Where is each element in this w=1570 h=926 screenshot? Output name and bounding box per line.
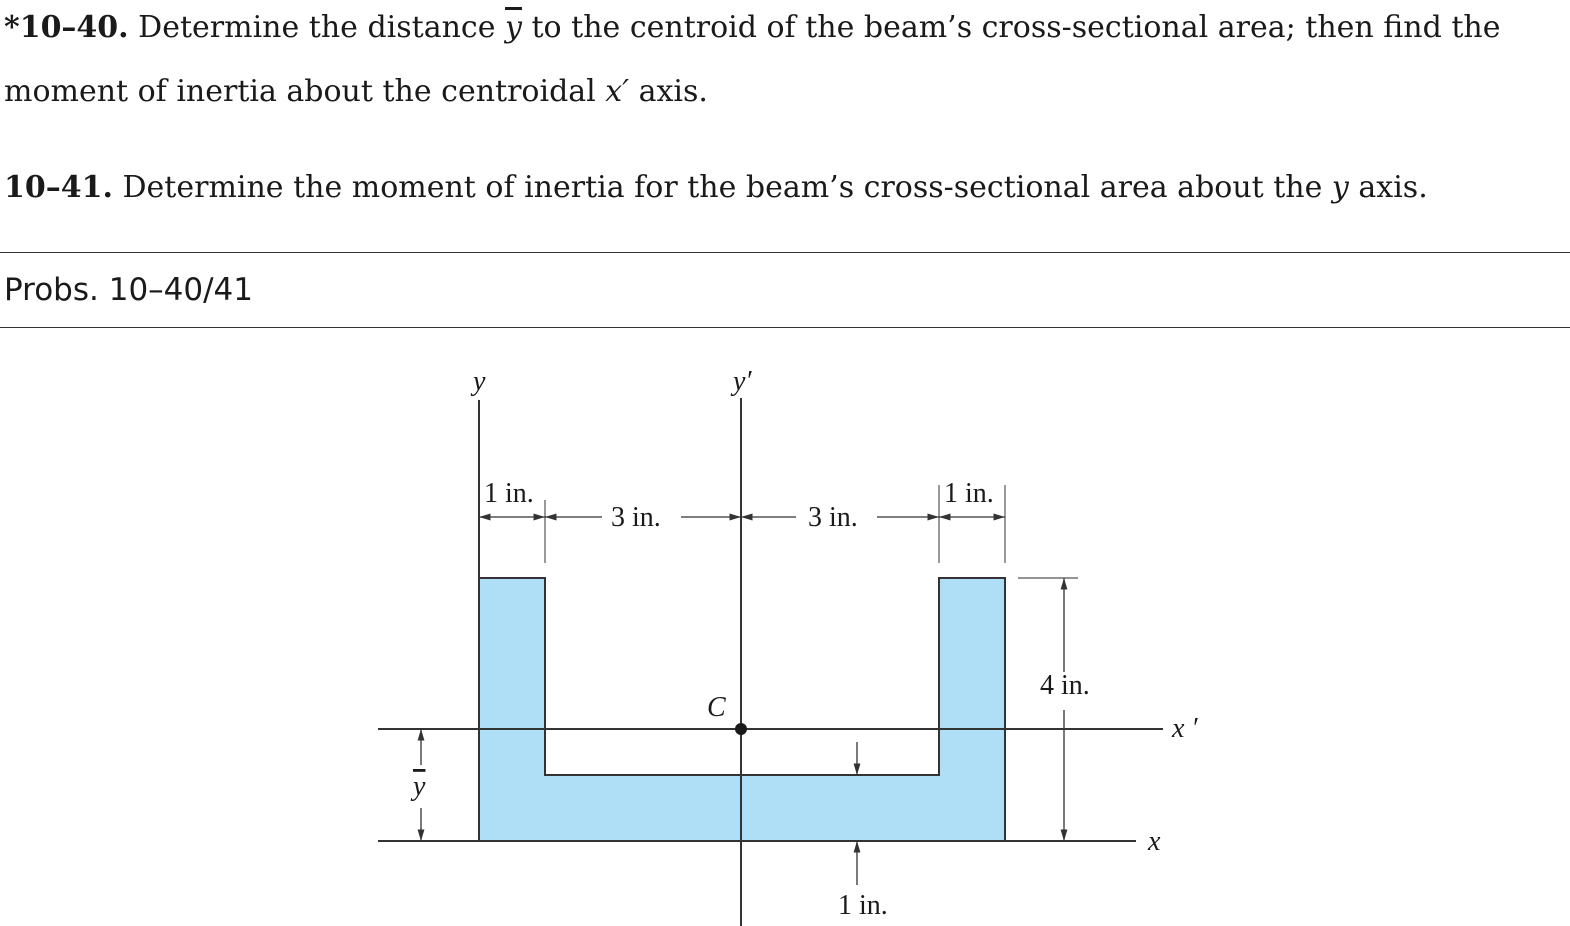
divider-top — [0, 252, 1570, 253]
problem-text: to the centroid of the beam’s cross-sectional area; then find the moment of inertia about the centroidal — [4, 10, 1501, 109]
y-axis-label: y — [473, 366, 486, 397]
centroid-label: C — [707, 692, 726, 723]
dim-label-web: 1 in. — [838, 890, 888, 921]
problem-10-41 — [4, 156, 1428, 220]
dim-label-height: 4 in. — [1040, 670, 1090, 701]
ybar-symbol: $\overline{y}$ — [505, 10, 522, 45]
dim-label-left-gap: 3 in. — [611, 502, 661, 533]
dim-label-left-flange: 1 in. — [484, 478, 534, 509]
problem-text: Determine the distance — [128, 10, 506, 45]
problem-number: *10–40. — [4, 10, 129, 45]
divider-bottom — [0, 327, 1570, 328]
axis-symbol: y — [1331, 170, 1349, 205]
problem-text: axis. — [1348, 170, 1428, 205]
problem-number: 10–41. — [4, 170, 113, 205]
problem-text: axis. — [629, 74, 708, 109]
ybar-label: y — [413, 771, 426, 802]
dim-label-right-flange: 1 in. — [944, 478, 994, 509]
x-axis-label: x — [1148, 826, 1161, 857]
y-prime-axis-label: y′ — [733, 366, 752, 397]
problem-10-40 — [4, 0, 1570, 124]
dim-label-right-gap: 3 in. — [808, 502, 858, 533]
centroid-point — [735, 723, 747, 735]
problem-text: Determine the moment of inertia for the beam’s cross-sectional area about the — [112, 170, 1332, 205]
figure-caption: Probs. 10–40/41 — [4, 272, 253, 308]
beam-cross-section-figure — [0, 330, 1570, 926]
x-prime-axis-label: x ′ — [1172, 713, 1198, 744]
axis-symbol: x′ — [605, 74, 630, 109]
